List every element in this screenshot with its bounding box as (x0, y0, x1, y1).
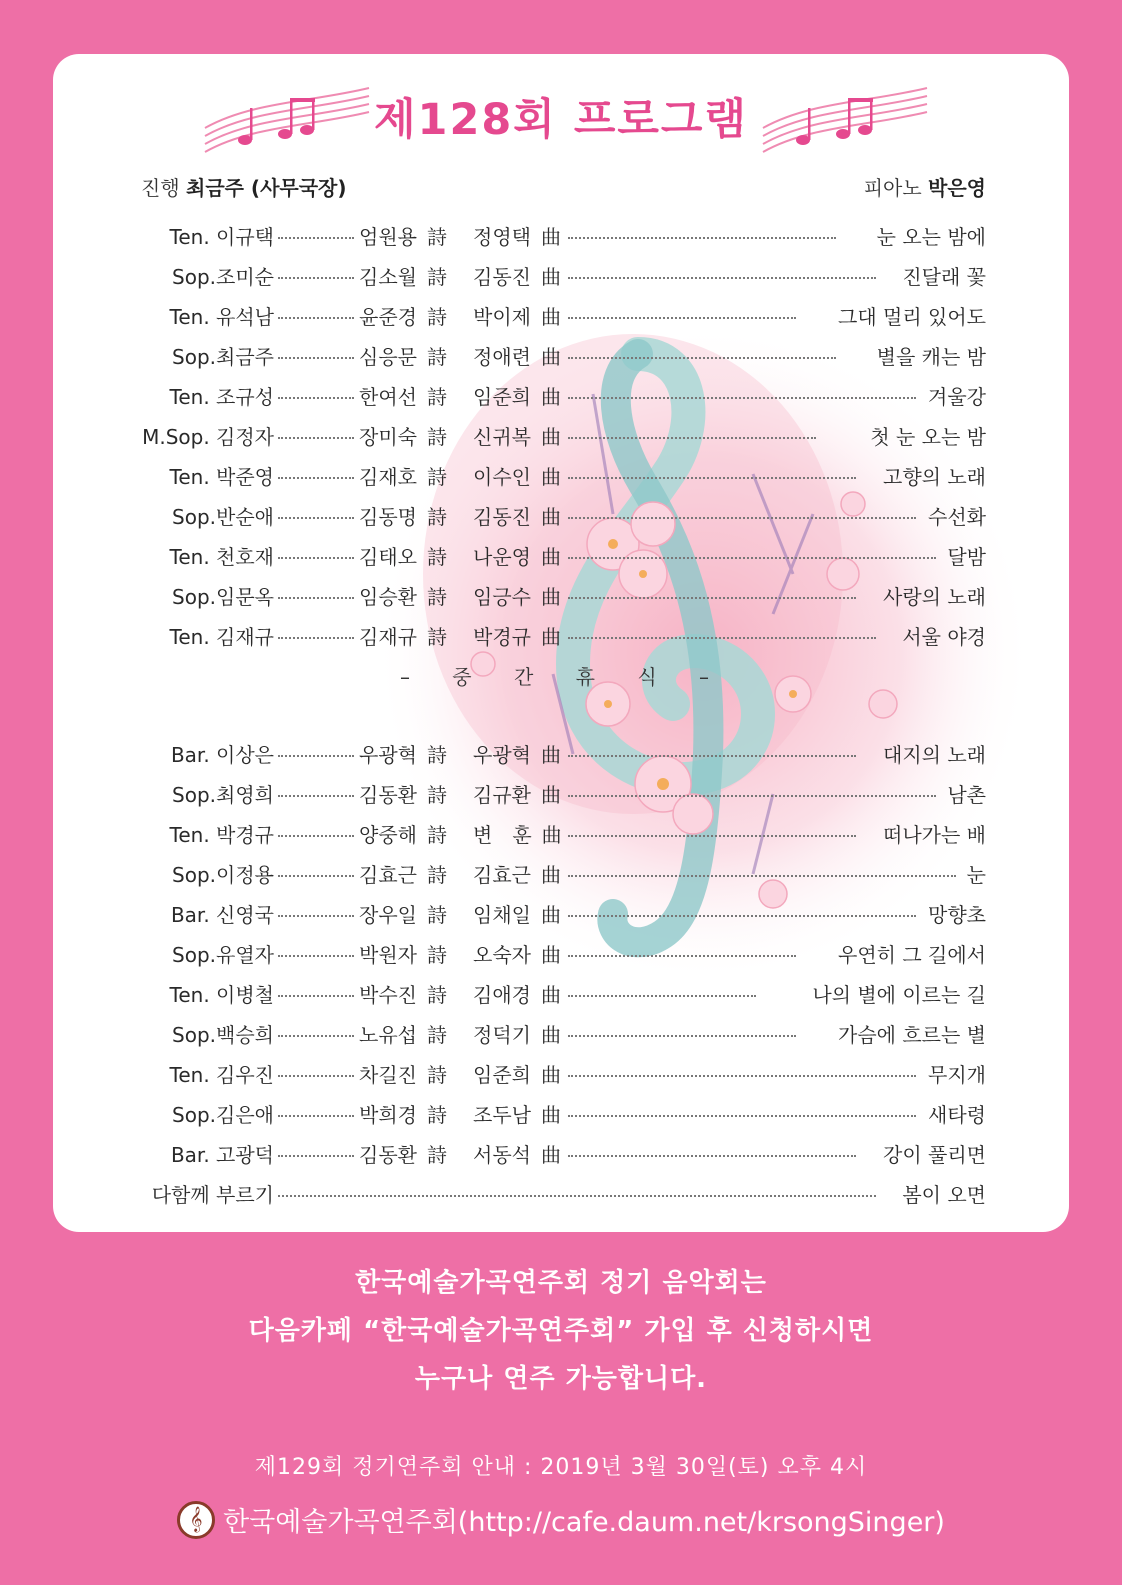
treble-clef-icon: 𝄞 (177, 1501, 215, 1539)
performer: Sop.조미순 (172, 265, 274, 289)
performer: Sop.최영희 (172, 783, 274, 807)
poet-name: 김동환 (359, 1143, 417, 1167)
song-title: 눈 오는 밤에 (876, 225, 986, 249)
poet-mark: 詩 (426, 505, 447, 529)
composer-mark: 曲 (540, 505, 561, 529)
poet (359, 581, 447, 610)
composer-mark: 曲 (540, 425, 561, 449)
poet-mark: 詩 (426, 345, 447, 369)
dot-leader (568, 1115, 916, 1117)
composer-mark: 曲 (541, 823, 562, 847)
song-title: 서울 야경 (902, 625, 986, 649)
program-row (141, 574, 986, 614)
poet (359, 859, 447, 888)
poet-mark: 詩 (426, 1143, 447, 1167)
program-row (141, 254, 986, 294)
poet (359, 341, 447, 370)
piano-info (864, 172, 986, 201)
program-card (53, 54, 1069, 1232)
composer-name: 김동진 (473, 505, 531, 529)
song-title: 떠나가는 배 (883, 823, 986, 847)
poet-mark: 詩 (426, 305, 447, 329)
poet (359, 461, 447, 490)
program-row (141, 294, 986, 334)
host-label: 진행 (141, 176, 180, 200)
song-title: 진달래 꽃 (902, 265, 986, 289)
dot-leader (568, 915, 916, 917)
poet-mark: 詩 (426, 265, 447, 289)
dot-leader (278, 1075, 354, 1077)
performer: Ten. 유석남 (169, 305, 274, 329)
program-row (141, 214, 986, 254)
composer-mark: 曲 (540, 385, 561, 409)
composer-mark: 曲 (540, 1103, 561, 1127)
program-row (141, 1132, 986, 1172)
composer-name: 박이제 (473, 305, 531, 329)
poet-name: 김동명 (359, 505, 417, 529)
program-row (141, 1052, 986, 1092)
dot-leader (278, 437, 354, 439)
performer: 다함께 부르기 (151, 1183, 274, 1207)
program-row (141, 732, 986, 772)
song-title: 고향의 노래 (883, 465, 986, 489)
composer-name: 김효근 (473, 863, 531, 887)
song-title: 겨울강 (928, 385, 986, 409)
poet-name: 윤준경 (359, 305, 417, 329)
composer-name: 신귀복 (473, 425, 531, 449)
dot-leader (278, 835, 354, 837)
performer: Bar. 신영국 (170, 903, 274, 927)
dot-leader (278, 357, 354, 359)
poet (359, 221, 447, 250)
poet (359, 739, 447, 768)
composer-mark: 曲 (540, 983, 561, 1007)
program-row (141, 852, 986, 892)
poet-name: 김동환 (359, 783, 417, 807)
poet-name: 장우일 (359, 903, 417, 927)
composer (473, 261, 561, 290)
poet-mark: 詩 (426, 1103, 447, 1127)
poet-name: 박원자 (359, 943, 417, 967)
composer-name: 변 훈 (473, 823, 532, 847)
poet (359, 261, 447, 290)
program-row (141, 494, 986, 534)
poet-name: 박희경 (359, 1103, 417, 1127)
poet-name: 김소월 (359, 265, 417, 289)
composer (473, 1139, 561, 1168)
song-title: 무지개 (928, 1063, 986, 1087)
poet-mark: 詩 (426, 1063, 447, 1087)
performer: Ten. 천호재 (169, 545, 274, 569)
poet-mark: 詩 (426, 783, 447, 807)
dot-leader (278, 795, 354, 797)
dot-leader (278, 637, 354, 639)
poet-mark: 詩 (426, 903, 447, 927)
composer (473, 221, 561, 250)
dot-leader (568, 237, 836, 239)
composer (473, 939, 561, 968)
finale-row (141, 1172, 986, 1212)
dot-leader (568, 317, 796, 319)
song-title: 나의 별에 이르는 길 (812, 983, 986, 1007)
dot-leader (278, 1195, 876, 1197)
poet-mark: 詩 (426, 585, 447, 609)
dot-leader (568, 1035, 796, 1037)
song-title: 눈 (966, 863, 986, 887)
poet (359, 381, 447, 410)
poet-name: 우광혁 (359, 743, 417, 767)
composer (473, 819, 562, 848)
song-title: 가슴에 흐르는 별 (838, 1023, 986, 1047)
composer (473, 779, 561, 808)
poet-name: 양중해 (359, 823, 417, 847)
composer-name: 임채일 (473, 903, 531, 927)
performer: Ten. 조규성 (169, 385, 274, 409)
composer-mark: 曲 (540, 1143, 561, 1167)
dot-leader (568, 1155, 856, 1157)
dot-leader (568, 955, 796, 957)
song-title: 첫 눈 오는 밤 (870, 425, 986, 449)
footer-line-2: 다음카페 “한국예술가곡연주회” 가입 후 신청하시면 (248, 1316, 874, 1346)
poet-mark: 詩 (426, 225, 447, 249)
performer: Sop.이정용 (172, 863, 274, 887)
composer (473, 1059, 561, 1088)
composer-name: 정영택 (473, 225, 531, 249)
song-title: 달밤 (947, 545, 986, 569)
poet-mark: 詩 (426, 743, 447, 767)
program-row (141, 334, 986, 374)
performer: Sop.유열자 (172, 943, 274, 967)
dot-leader (568, 755, 856, 757)
performer: Sop.백승희 (172, 1023, 274, 1047)
song-title: 봄이 오면 (902, 1183, 986, 1207)
program-row (141, 1092, 986, 1132)
song-title: 강이 풀리면 (883, 1143, 986, 1167)
poet-mark: 詩 (426, 625, 447, 649)
dot-leader (278, 995, 354, 997)
poet (359, 541, 447, 570)
performer: Bar. 고광덕 (170, 1143, 274, 1167)
program-row (141, 1012, 986, 1052)
song-title: 사랑의 노래 (883, 585, 986, 609)
poet-name: 엄원용 (359, 225, 417, 249)
composer (473, 461, 561, 490)
dot-leader (278, 317, 354, 319)
composer (473, 381, 561, 410)
poet-name: 박수진 (359, 983, 417, 1007)
performer: Ten. 이규택 (169, 225, 274, 249)
poet-mark: 詩 (426, 385, 447, 409)
composer (473, 581, 561, 610)
composer (473, 899, 561, 928)
poet (359, 1019, 447, 1048)
song-title: 우연히 그 길에서 (838, 943, 986, 967)
dot-leader (278, 277, 354, 279)
program-row (141, 614, 986, 654)
dot-leader (568, 557, 936, 559)
program-row (141, 414, 986, 454)
poet-name: 김재규 (359, 625, 417, 649)
song-title: 대지의 노래 (883, 743, 986, 767)
poet-name: 노유섭 (359, 1023, 417, 1047)
composer-mark: 曲 (540, 265, 561, 289)
title-row (53, 82, 1069, 162)
site-row (0, 1500, 1122, 1539)
poet (359, 779, 447, 808)
footer-line-1: 한국예술가곡연주회 정기 음악회는 (355, 1268, 767, 1298)
dot-leader (568, 637, 876, 639)
composer-name: 나운영 (473, 545, 531, 569)
performer: Bar. 이상은 (170, 743, 274, 767)
composer-mark: 曲 (540, 585, 561, 609)
dot-leader (568, 835, 856, 837)
dot-leader (568, 277, 876, 279)
poet (359, 421, 447, 450)
poet-mark: 詩 (426, 943, 447, 967)
dot-leader (278, 397, 354, 399)
composer (473, 859, 561, 888)
dot-leader (568, 357, 836, 359)
piano-label: 피아노 (863, 176, 922, 200)
performer: Sop.김은애 (172, 1103, 274, 1127)
composer-mark: 曲 (540, 1023, 561, 1047)
poet-mark: 詩 (426, 425, 447, 449)
composer-name: 서동석 (473, 1143, 531, 1167)
composer (473, 541, 561, 570)
performer: Ten. 박준영 (169, 465, 274, 489)
dot-leader (278, 875, 354, 877)
composer-name: 임준희 (473, 385, 531, 409)
dot-leader (568, 597, 856, 599)
page-title: 제128회 프로그램 (374, 95, 748, 145)
cafe-link[interactable]: 한국예술가곡연주회(http://cafe.daum.net/krsongSinger) (223, 1507, 945, 1538)
performer: Ten. 김우진 (169, 1063, 274, 1087)
composer-mark: 曲 (540, 1063, 561, 1087)
poet (359, 899, 447, 928)
poet-name: 김재호 (359, 465, 417, 489)
program-row (141, 892, 986, 932)
program-row (141, 534, 986, 574)
dot-leader (568, 995, 756, 997)
program-row (141, 454, 986, 494)
composer (473, 341, 561, 370)
composer-mark: 曲 (540, 545, 561, 569)
composer-name: 정애련 (473, 345, 531, 369)
composer (473, 1099, 561, 1128)
poet (359, 501, 447, 530)
program-list (141, 214, 986, 1212)
composer-name: 김동진 (473, 265, 531, 289)
dot-leader (568, 517, 916, 519)
dot-leader (278, 755, 354, 757)
poet (359, 1099, 447, 1128)
composer-mark: 曲 (540, 743, 561, 767)
poet-name: 임승환 (359, 585, 417, 609)
dot-leader (568, 437, 816, 439)
composer (473, 1019, 561, 1048)
composer-name: 이수인 (473, 465, 531, 489)
composer-name: 김애경 (473, 983, 531, 1007)
composer (473, 421, 561, 450)
poet-name: 심응문 (359, 345, 417, 369)
composer-name: 임긍수 (473, 585, 531, 609)
host-name: 최금주 (사무국장) (186, 176, 347, 200)
composer (473, 979, 561, 1008)
poet-mark: 詩 (426, 1023, 447, 1047)
host-row (141, 172, 986, 202)
next-concert-info: 제129회 정기연주회 안내 : 2019년 3월 30일(토) 오후 4시 (254, 1455, 868, 1480)
dot-leader (568, 397, 916, 399)
composer (473, 621, 561, 650)
song-title: 그대 멀리 있어도 (838, 305, 986, 329)
performer: Ten. 박경규 (169, 823, 274, 847)
composer-mark: 曲 (540, 305, 561, 329)
composer-name: 우광혁 (473, 743, 531, 767)
poet (359, 979, 447, 1008)
composer-name: 박경규 (473, 625, 531, 649)
performer: Sop.반순애 (172, 505, 274, 529)
dot-leader (278, 557, 354, 559)
dot-leader (278, 1035, 354, 1037)
composer (473, 301, 561, 330)
poet-mark: 詩 (426, 983, 447, 1007)
poet-name: 장미숙 (359, 425, 417, 449)
composer-name: 김규환 (473, 783, 531, 807)
performer: Sop.임문옥 (172, 585, 274, 609)
intermission-label: – 중 간 휴 식 – (399, 665, 728, 689)
composer-mark: 曲 (540, 863, 561, 887)
poet-mark: 詩 (426, 863, 447, 887)
poet-mark: 詩 (426, 823, 447, 847)
poet (359, 819, 447, 848)
composer-mark: 曲 (540, 903, 561, 927)
performer: Ten. 김재규 (169, 625, 274, 649)
song-title: 남촌 (947, 783, 986, 807)
composer-mark: 曲 (540, 943, 561, 967)
dot-leader (568, 875, 956, 877)
composer-name: 조두남 (473, 1103, 531, 1127)
dot-leader (278, 477, 354, 479)
program-row (141, 972, 986, 1012)
song-title: 새타령 (928, 1103, 986, 1127)
composer-mark: 曲 (540, 345, 561, 369)
performer: Sop.최금주 (172, 345, 274, 369)
song-title: 망향초 (928, 903, 986, 927)
dot-leader (568, 1075, 916, 1077)
dot-leader (278, 1155, 354, 1157)
composer-mark: 曲 (540, 225, 561, 249)
dot-leader (278, 597, 354, 599)
footer-line-3: 누구나 연주 가능합니다. (414, 1364, 708, 1394)
poet-name: 김효근 (359, 863, 417, 887)
music-notes-icon (759, 82, 929, 162)
dot-leader (278, 955, 354, 957)
poet (359, 621, 447, 650)
composer (473, 501, 561, 530)
composer-mark: 曲 (540, 783, 561, 807)
composer-name: 정덕기 (473, 1023, 531, 1047)
poet (359, 939, 447, 968)
dot-leader (278, 1115, 354, 1117)
performer: Ten. 이병철 (169, 983, 274, 1007)
piano-name: 박은영 (928, 176, 986, 200)
intermission-row (141, 654, 986, 732)
composer-mark: 曲 (540, 465, 561, 489)
performer: M.Sop. 김정자 (142, 425, 274, 449)
dot-leader (278, 237, 354, 239)
poet-mark: 詩 (426, 465, 447, 489)
dot-leader (568, 477, 856, 479)
host-info (141, 172, 346, 201)
dot-leader (278, 915, 354, 917)
composer-mark: 曲 (540, 625, 561, 649)
song-title: 수선화 (928, 505, 986, 529)
program-row (141, 932, 986, 972)
composer-name: 오숙자 (473, 943, 531, 967)
program-row (141, 772, 986, 812)
composer (473, 739, 561, 768)
poet-name: 김태오 (359, 545, 417, 569)
poet-mark: 詩 (426, 545, 447, 569)
song-title: 별을 캐는 밤 (876, 345, 986, 369)
composer-name: 임준희 (473, 1063, 531, 1087)
poet (359, 1139, 447, 1168)
dot-leader (568, 795, 936, 797)
poet-name: 한여선 (359, 385, 417, 409)
program-row (141, 374, 986, 414)
poet (359, 1059, 447, 1088)
program-row (141, 812, 986, 852)
poet (359, 301, 447, 330)
poet-name: 차길진 (359, 1063, 417, 1087)
dot-leader (278, 517, 354, 519)
